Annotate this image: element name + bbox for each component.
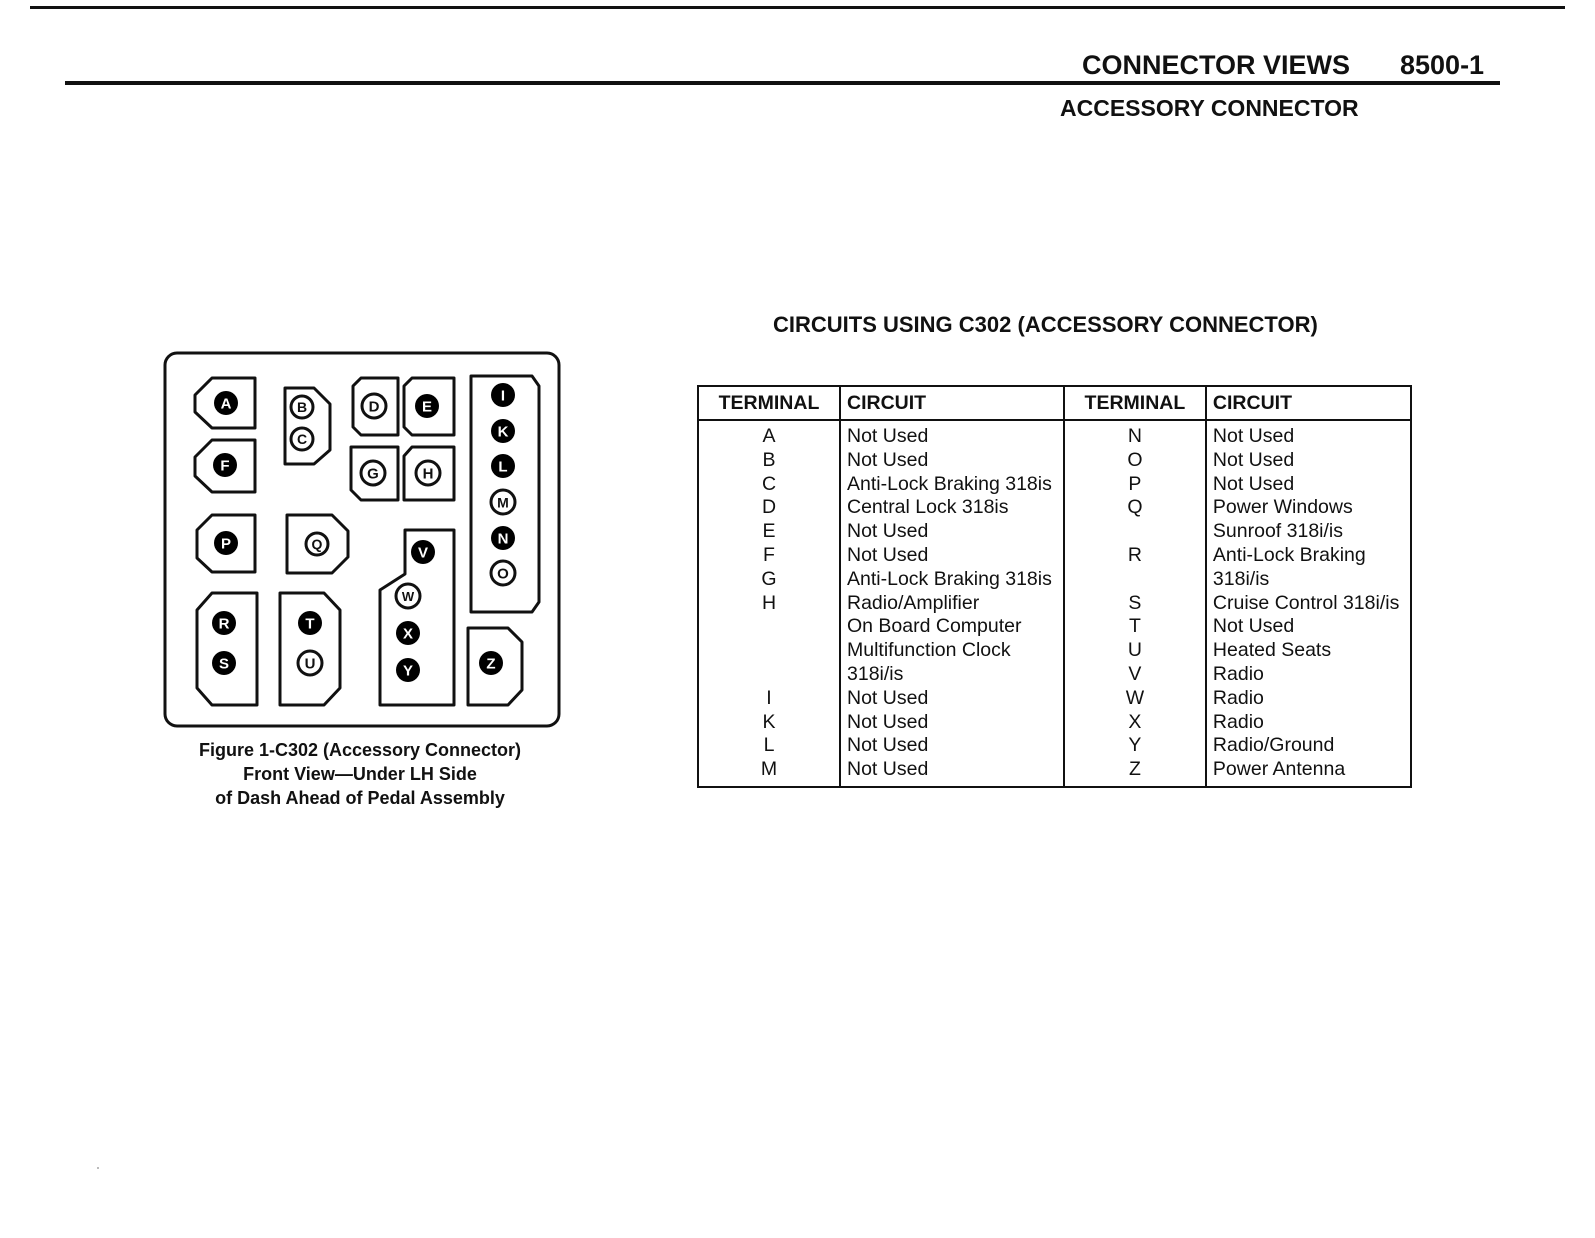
terminal-cell: L — [698, 734, 840, 758]
terminal-cell: B — [698, 449, 840, 473]
terminal-cell: H — [698, 592, 840, 616]
terminal-cell: O — [1064, 449, 1206, 473]
top-rule — [30, 6, 1565, 9]
pin-q — [306, 533, 328, 555]
circuit-cell: Not Used — [840, 687, 1064, 711]
table-row — [698, 734, 1411, 758]
table-row — [698, 711, 1411, 735]
table-row — [698, 473, 1411, 497]
circuit-cell: Power Antenna — [1206, 758, 1411, 787]
terminal-cell: C — [698, 473, 840, 497]
header-rule — [65, 81, 1500, 85]
terminal-cell: U — [1064, 639, 1206, 663]
circuit-cell: Not Used — [1206, 473, 1411, 497]
pin-v — [411, 540, 435, 564]
terminal-cell: K — [698, 711, 840, 735]
terminal-cell: M — [698, 758, 840, 787]
pin-v-label: V — [417, 544, 429, 562]
circuit-cell: Power Windows — [1206, 496, 1411, 520]
circuit-cell: Not Used — [840, 711, 1064, 735]
circuit-cell: Central Lock 318is — [840, 496, 1064, 520]
terminal-cell: I — [698, 687, 840, 711]
pin-c-label: C — [296, 431, 308, 447]
header-circuit-1: CIRCUIT — [840, 386, 1064, 420]
pin-s — [212, 651, 236, 675]
pin-b-label: B — [296, 399, 308, 415]
terminal-cell: Y — [1064, 734, 1206, 758]
pin-a — [214, 391, 238, 415]
pin-o-label: O — [497, 565, 509, 583]
circuit-cell: Not Used — [1206, 449, 1411, 473]
caption-line-2: Front View—Under LH Side — [243, 764, 477, 784]
pin-m — [491, 490, 515, 514]
pin-u — [298, 651, 322, 675]
terminal-cell: Z — [1064, 758, 1206, 787]
table-row — [698, 544, 1411, 568]
pin-f — [213, 453, 237, 477]
pin-d — [362, 394, 386, 418]
pin-c — [291, 428, 313, 450]
pin-t-label: T — [305, 615, 315, 633]
terminal-cell — [698, 663, 840, 687]
pin-i-label: I — [500, 387, 506, 405]
pin-cavity-tu — [280, 593, 340, 705]
terminal-cell: X — [1064, 711, 1206, 735]
pin-g — [361, 461, 385, 485]
circuits-table — [697, 385, 1412, 788]
circuit-cell: Anti-Lock Braking 318is — [840, 568, 1064, 592]
circuit-cell: Not Used — [1206, 420, 1411, 449]
circuit-cell: Anti-Lock Braking 318is — [840, 473, 1064, 497]
pin-y — [396, 658, 420, 682]
terminal-cell — [698, 615, 840, 639]
terminal-cell — [1064, 568, 1206, 592]
pin-z — [479, 651, 503, 675]
pin-x-label: X — [402, 625, 414, 643]
caption-line-3: of Dash Ahead of Pedal Assembly — [215, 788, 505, 808]
terminal-cell: N — [1064, 420, 1206, 449]
pin-p — [214, 531, 238, 555]
pin-a-label: A — [220, 395, 232, 413]
circuit-cell: Radio/Amplifier — [840, 592, 1064, 616]
circuit-cell: Heated Seats — [1206, 639, 1411, 663]
header-terminal-1: TERMINAL — [698, 386, 840, 420]
pin-h-label: H — [422, 465, 434, 483]
pin-k — [491, 419, 515, 443]
terminal-cell: Q — [1064, 496, 1206, 520]
table-row — [698, 592, 1411, 616]
header-terminal-2: TERMINAL — [1064, 386, 1206, 420]
circuit-cell: Not Used — [840, 420, 1064, 449]
circuit-cell: Radio — [1206, 663, 1411, 687]
table-row — [698, 639, 1411, 663]
circuit-cell: Anti-Lock Braking — [1206, 544, 1411, 568]
table-row — [698, 758, 1411, 787]
pin-x — [396, 621, 420, 645]
pin-e-label: E — [421, 398, 433, 416]
pin-b — [291, 396, 313, 418]
circuit-cell: Not Used — [840, 449, 1064, 473]
circuit-cell: Not Used — [840, 544, 1064, 568]
pin-u-label: U — [304, 655, 316, 673]
figure-caption — [180, 738, 540, 810]
circuit-cell: Sunroof 318i/is — [1206, 520, 1411, 544]
pin-i — [491, 383, 515, 407]
pin-e — [415, 394, 439, 418]
terminal-cell: G — [698, 568, 840, 592]
pin-h — [416, 461, 440, 485]
table-row — [698, 615, 1411, 639]
section-title: CONNECTOR VIEWS — [1082, 50, 1351, 80]
pin-t — [298, 611, 322, 635]
page-number: 8500-1 — [1400, 50, 1485, 80]
scan-speck — [97, 1167, 99, 1169]
pin-r-label: R — [218, 615, 230, 633]
terminal-cell: P — [1064, 473, 1206, 497]
pin-d-label: D — [368, 398, 380, 416]
circuit-cell: Radio — [1206, 687, 1411, 711]
terminal-cell: R — [1064, 544, 1206, 568]
pin-k-label: K — [497, 423, 509, 441]
table-row — [698, 449, 1411, 473]
pin-o — [491, 561, 515, 585]
terminal-cell: S — [1064, 592, 1206, 616]
terminal-cell — [1064, 520, 1206, 544]
pin-l-label: L — [498, 458, 508, 476]
pin-w-label: W — [401, 589, 415, 604]
terminal-cell: V — [1064, 663, 1206, 687]
circuit-cell: Radio/Ground — [1206, 734, 1411, 758]
circuit-cell: Not Used — [1206, 615, 1411, 639]
pin-p-label: P — [220, 535, 232, 553]
pin-w — [396, 584, 420, 608]
pin-l — [491, 454, 515, 478]
table-title: CIRCUITS USING C302 (ACCESSORY CONNECTOR) — [773, 312, 1318, 337]
pin-q-label: Q — [311, 536, 323, 552]
circuit-cell: Not Used — [840, 758, 1064, 787]
pin-y-label: Y — [402, 662, 414, 680]
table-row — [698, 687, 1411, 711]
caption-line-1: Figure 1-C302 (Accessory Connector) — [198, 740, 522, 760]
header-circuit-2: CIRCUIT — [1206, 386, 1411, 420]
section-subtitle: ACCESSORY CONNECTOR — [1060, 95, 1359, 121]
table-row — [698, 420, 1411, 449]
pin-g-label: G — [367, 465, 379, 483]
table-row — [698, 568, 1411, 592]
circuit-cell: Multifunction Clock — [840, 639, 1064, 663]
circuit-cell: On Board Computer — [840, 615, 1064, 639]
table-row — [698, 496, 1411, 520]
circuit-cell: 318i/is — [840, 663, 1064, 687]
pin-r — [212, 611, 236, 635]
connector-diagram — [162, 350, 562, 730]
terminal-cell: F — [698, 544, 840, 568]
table-row — [698, 520, 1411, 544]
terminal-cell — [698, 639, 840, 663]
pin-s-label: S — [218, 655, 230, 673]
circuit-cell: 318i/is — [1206, 568, 1411, 592]
table-header-row — [698, 386, 1411, 420]
pin-f-label: F — [220, 457, 230, 475]
circuit-cell: Cruise Control 318i/is — [1206, 592, 1411, 616]
circuit-cell: Not Used — [840, 520, 1064, 544]
circuit-cell: Not Used — [840, 734, 1064, 758]
pin-n-label: N — [497, 530, 509, 548]
pin-m-label: M — [497, 494, 509, 511]
terminal-cell: A — [698, 420, 840, 449]
terminal-cell: T — [1064, 615, 1206, 639]
pin-cavity-rs — [197, 593, 257, 705]
pin-z-label: Z — [486, 655, 496, 673]
terminal-cell: E — [698, 520, 840, 544]
terminal-cell: D — [698, 496, 840, 520]
circuit-cell: Radio — [1206, 711, 1411, 735]
table-row — [698, 663, 1411, 687]
pin-n — [491, 526, 515, 550]
terminal-cell: W — [1064, 687, 1206, 711]
